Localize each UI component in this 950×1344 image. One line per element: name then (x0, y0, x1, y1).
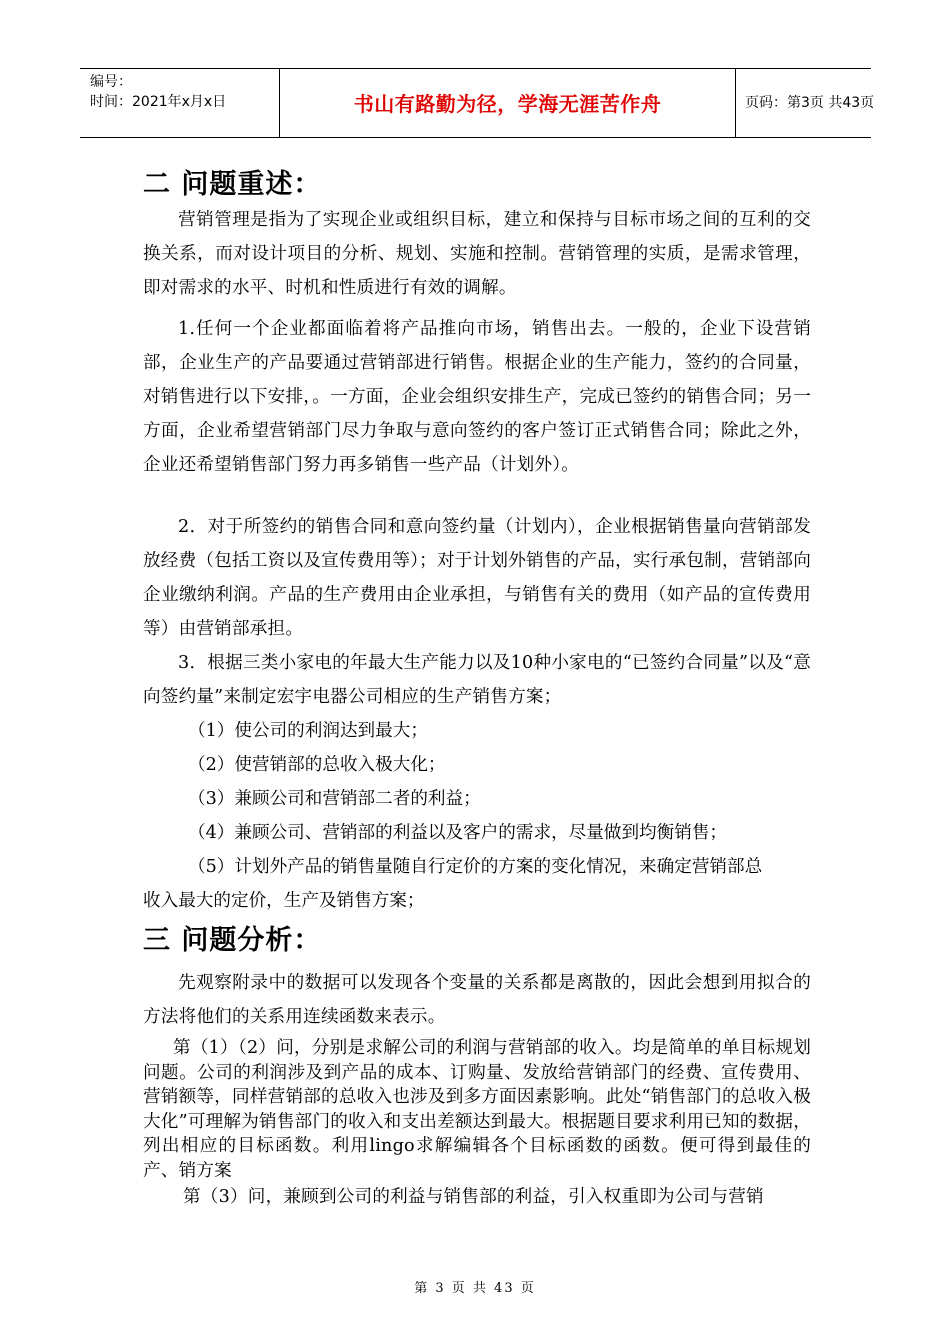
header-page-number: 页码：第3页 共43页 (745, 95, 875, 111)
section3-intro: 先观察附录中的数据可以发现各个变量的关系都是离散的，因此会想到用拟合的方法将他们的关系用连续函数来表示。 (143, 973, 811, 1027)
section2-intro: 营销管理是指为了实现企业或组织目标，建立和保持与目标市场之间的互利的交换关系，而对设计项目的分析、规划、实施和控制。营销管理的实质，是需求管理， 即对需求的水平、时机和性质进行有效的调解。 (143, 210, 811, 298)
section2-heading: 二 问题重述： (143, 169, 322, 200)
section3-paragraph1: 第（1）（2）问，分别是求解公司的利润与营销部的收入。均是简单的单目标规划问题。公司的利润涉及到产品的成本、订购量、发放给营销部门的经费、宣传费用、营销额等，同样营销部的总收入也涉及到多方面因素影响。此处“销售部门的总收入极大化”可理解为销售部门的收入和支出差额达到最大。根据题目要求利用已知的数据，列出相应的目标函数。利用lingo求解编辑各个目标函数的函数。便可得到最佳的产、销方案 (143, 1038, 811, 1181)
document-number: 编号： (90, 74, 132, 90)
section2-item1: 1.任何一个企业都面临着将产品推向市场，销售出去。一般的，企业下设营销部，企业生产的产品要通过营销部进行销售。根据企业的生产能力，签约的合同量，对销售进行以下安排，。一方面，企业会组织安排生产，完成已签约的销售合同；另一方面，企业希望营销部门尽力争取与意向签约的客户签订正式销售合同；除此之外，企业还希望销售部门努力再多销售一些产品（计划外）。 (143, 319, 811, 475)
page-footer: 第 3 页 共 43 页 (414, 1281, 536, 1296)
section2-sub4: （4）兼顾公司、营销部的利益以及客户的需求，尽量做到均衡销售； (188, 823, 728, 843)
header-page-cell (735, 69, 875, 137)
section2-sub2: （2）使营销部的总收入极大化； (188, 755, 446, 775)
header-meta-cell (80, 69, 279, 137)
section3-heading: 三 问题分析： (143, 925, 322, 956)
section2-item3: 3．根据三类小家电的年最大生产能力以及10种小家电的“已签约合同量”以及“意向签约量”来制定宏宇电器公司相应的生产销售方案； (143, 653, 811, 707)
section2-sub3: （3）兼顾公司和营销部二者的利益； (188, 789, 481, 809)
header-motto-cell (279, 69, 736, 137)
document-date: 时间：2021年x月x日 (90, 94, 227, 110)
header-motto: 书山有路勤为径，学海无涯苦作舟 (353, 92, 662, 116)
page-header (80, 68, 875, 138)
section2-sub5-continued: 收入最大的定价，生产及销售方案； (143, 891, 425, 911)
section2-item2: 2．对于所签约的销售合同和意向签约量（计划内），企业根据销售量向营销部发放经费（包括工资以及宣传费用等）；对于计划外销售的产品，实行承包制，营销部向企业缴纳利润。产品的生产费用由企业承担，与销售有关的费用（如产品的宣传费用等）由营销部承担。 (143, 517, 811, 639)
section3-paragraph2: 第（3）问，兼顾到公司的利益与销售部的利益，引入权重即为公司与营销 (183, 1187, 764, 1207)
section2-sub5: （5）计划外产品的销售量随自行定价的方案的变化情况，来确定营销部总 (188, 857, 763, 877)
section2-sub1: （1）使公司的利润达到最大； (188, 721, 428, 741)
